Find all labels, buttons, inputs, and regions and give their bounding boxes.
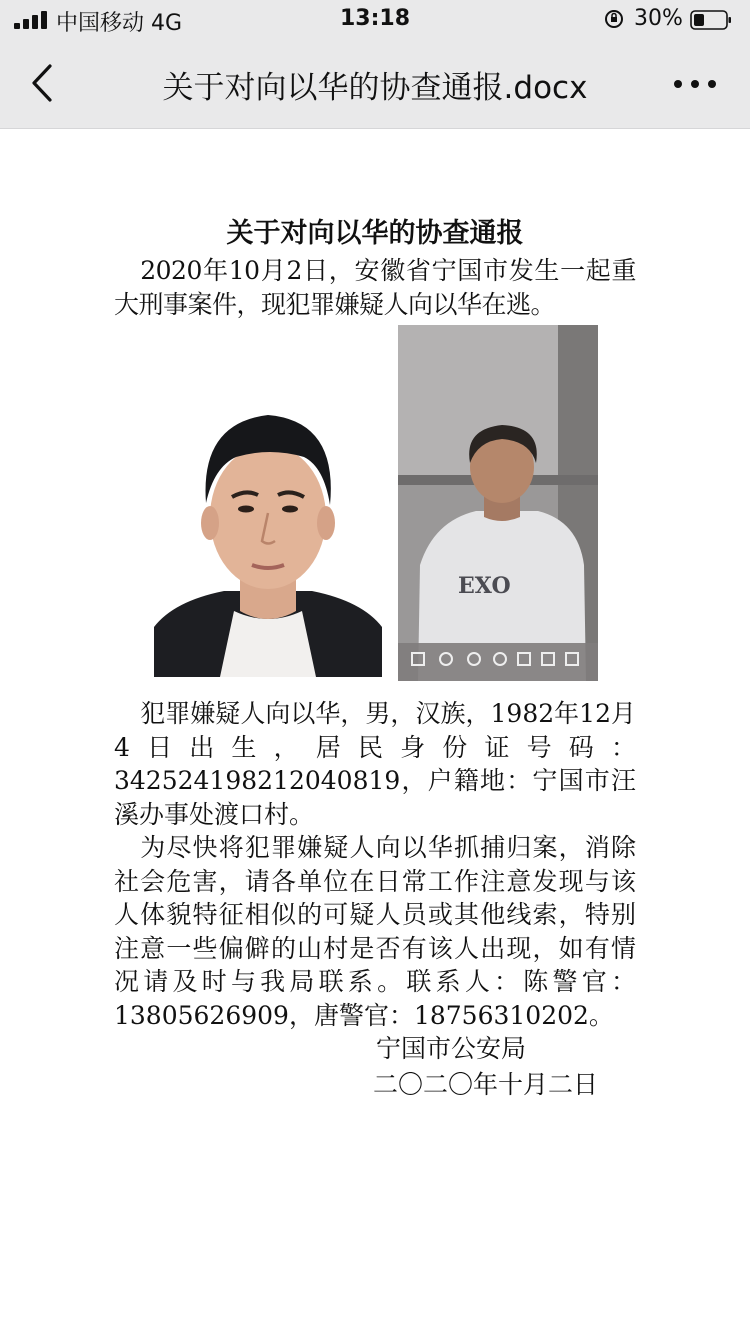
status-bar — [0, 0, 750, 40]
intro-paragraph: 2020年10月2日，安徽省宁国市发生一起重大刑事案件，现犯罪嫌疑人向以华在逃。 — [114, 256, 636, 319]
document-title-bar: 关于对向以华的协查通报.docx — [162, 70, 588, 106]
suspect-surveillance-photo — [398, 325, 598, 681]
suspect-info-paragraph: 犯罪嫌疑人向以华，男，汉族，1982年12月4日出生，居民身份证号码：342524198212040819，户籍地：宁国市汪溪办事处渡口村。 — [114, 699, 636, 829]
signature-unit: 宁国市公安局 — [375, 1034, 526, 1063]
orientation-lock-icon — [604, 9, 624, 29]
request-paragraph: 为尽快将犯罪嫌疑人向以华抓捕归案，消除社会危害，请各单位在日常工作注意发现与该人体貌特征相似的可疑人员或其他线索，特别注意一些偏僻的山村是否有该人出现，如有情况请及时与我局联系。联系人：陈警官：13805626909，唐警官：18756310202。 — [114, 833, 636, 1030]
carrier-label: 中国移动 4G — [56, 11, 183, 36]
battery-percent: 30% — [634, 6, 683, 31]
suspect-id-photo — [154, 405, 382, 677]
shirt-print: EXO — [458, 573, 511, 599]
status-time: 13:18 — [339, 6, 411, 31]
top-bar — [0, 0, 750, 129]
navigation-bar — [0, 40, 750, 128]
document-body — [114, 214, 636, 1101]
more-icon[interactable] — [668, 70, 722, 98]
suspect-photos — [114, 325, 636, 685]
notice-title: 关于对向以华的协查通报 — [226, 218, 524, 249]
battery-icon — [690, 10, 732, 30]
signature-date: 二〇二〇年十月二日 — [372, 1069, 598, 1099]
